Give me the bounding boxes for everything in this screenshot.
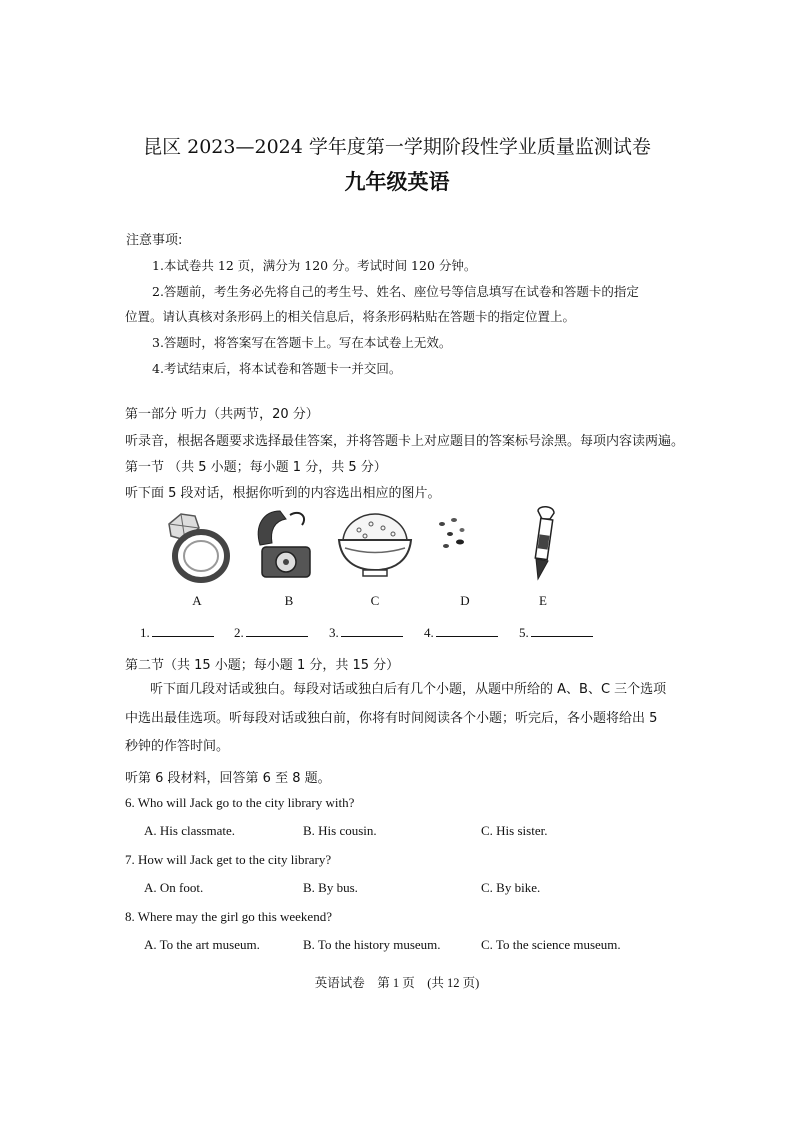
exam-title: 昆区 2023—2024 学年度第一学期阶段性学业质量监测试卷 [143,136,651,158]
material-instruction: 听第 6 段材料，回答第 6 至 8 题。 [125,771,331,786]
q7-option-c[interactable]: C. By bike. [481,880,541,895]
answer-blank-1[interactable] [140,624,214,641]
image-label-b: B [284,593,294,608]
question-8: 8. Where may the girl go this weekend? [125,909,332,924]
q8-option-b[interactable]: B. To the history museum. [303,937,441,952]
notice-item-3: 3.答题时，将答案写在答题卡上。写在本试卷上无效。 [152,335,452,350]
blank-number: 5. [519,625,529,640]
blank-number: 1. [140,625,150,640]
image-label-d: D [460,593,470,608]
section1-heading: 第一节 （共 5 小题；每小题 1 分，共 5 分） [125,460,387,475]
image-label-e: E [539,593,547,608]
answer-blank-3[interactable] [329,624,403,641]
q6-option-b[interactable]: B. His cousin. [303,823,377,838]
telephone-icon [250,505,320,585]
q8-option-c[interactable]: C. To the science museum. [481,937,621,952]
section2-para-line-2: 中选出最佳选项。听每段对话或独白前，你将有时间阅读各个小题；听完后，各小题将给出 5 [125,711,658,726]
image-label-c: C [370,593,380,608]
answer-blank-5[interactable] [519,624,593,641]
notice-heading: 注意事项: [126,233,183,248]
notice-item-2: 2.答题前，考生务必先将自己的考生号、姓名、座位号等信息填写在试卷和答题卡的指定 [152,284,639,299]
seeds-icon [432,512,482,562]
part1-heading: 第一部分 听力（共两节，20 分） [125,407,319,422]
question-7: 7. How will Jack get to the city library? [125,852,332,867]
notice-item-1: 1.本试卷共 12 页，满分为 120 分。考试时间 120 分钟。 [152,258,477,273]
pen-icon [528,505,568,585]
q8-option-a[interactable]: A. To the art museum. [144,937,260,952]
q7-option-a[interactable]: A. On foot. [144,880,204,895]
question-6: 6. Who will Jack go to the city library with? [125,795,355,810]
page-footer: 英语试卷 第 1 页 (共 12 页) [314,976,480,990]
section1-instruction: 听下面 5 段对话，根据你听到的内容选出相应的图片。 [125,486,441,501]
ring-icon [155,508,235,588]
section2-para-line-1: 听下面几段对话或独白。每段对话或独白后有几个小题，从题中所给的 A、B、C 三个选项 [150,682,667,697]
rice-bowl-icon [335,510,415,582]
q7-option-b[interactable]: B. By bus. [303,880,358,895]
part1-instruction: 听录音，根据各题要求选择最佳答案，并将答题卡上对应题目的答案标号涂黑。每项内容读两遍。 [125,434,685,449]
notice-item-2-cont: 位置。请认真核对条形码上的相关信息后，将条形码粘贴在答题卡的指定位置上。 [125,309,576,324]
section2-para-line-3: 秒钟的作答时间。 [125,739,230,754]
answer-blank-4[interactable] [424,624,498,641]
answer-blank-2[interactable] [234,624,308,641]
section2-heading: 第二节（共 15 小题；每小题 1 分，共 15 分） [125,658,400,673]
blank-number: 4. [424,625,434,640]
notice-item-4: 4.考试结束后，将本试卷和答题卡一并交回。 [152,361,402,376]
blank-number: 2. [234,625,244,640]
blank-number: 3. [329,625,339,640]
q6-option-c[interactable]: C. His sister. [481,823,548,838]
image-label-a: A [192,593,202,608]
exam-subtitle: 九年级英语 [344,169,450,194]
q6-option-a[interactable]: A. His classmate. [144,823,235,838]
